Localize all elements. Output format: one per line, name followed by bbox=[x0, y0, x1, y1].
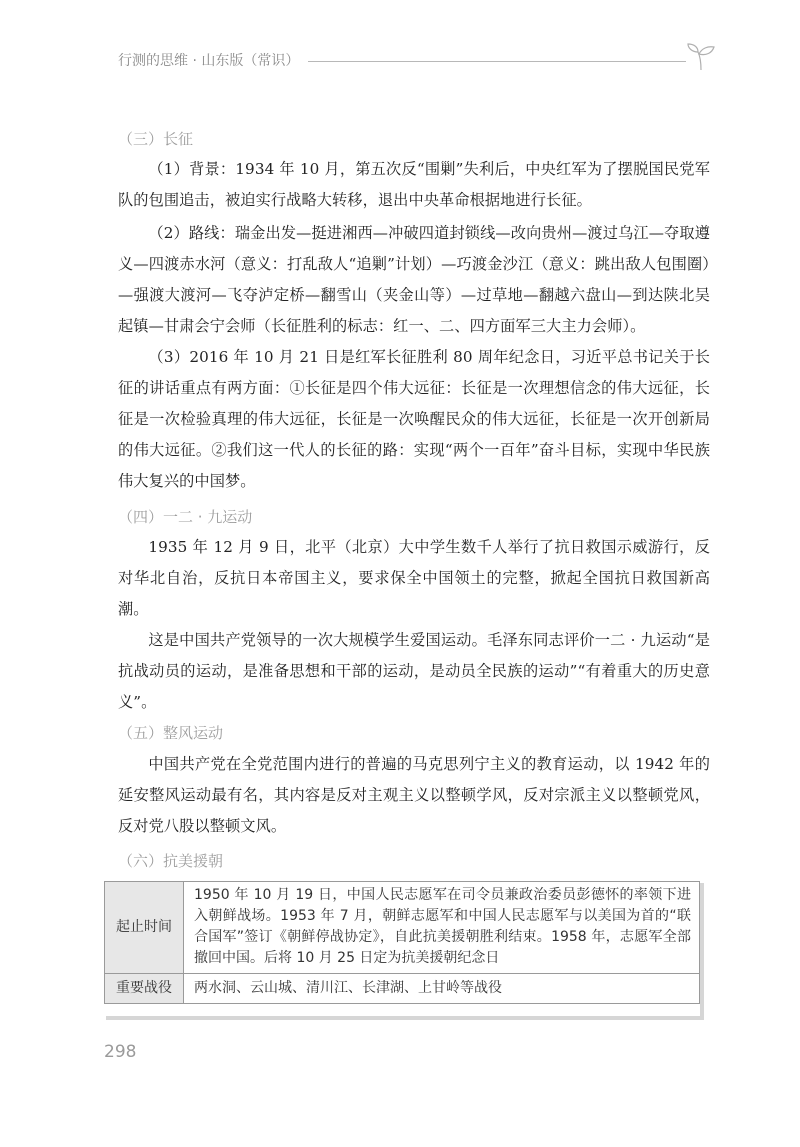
table-shadow-right bbox=[700, 883, 704, 1019]
section-title-december-ninth: （四）一二 · 九运动 bbox=[118, 508, 253, 526]
section-title-long-march: （三）长征 bbox=[118, 130, 194, 148]
page-header bbox=[118, 50, 718, 72]
paragraph-long-march-background: （1）背景：1934 年 10 月，第五次反“围剿”失利后，中央红军为了摆脱国民党军队的包围追击，被迫实行战略大转移，退出中央革命根据地进行长征。 bbox=[118, 160, 710, 209]
section-title-korea: （六）抗美援朝 bbox=[118, 852, 224, 870]
paragraph-december-ninth-evaluation: 这是中国共产党领导的一次大规模学生爱国运动。毛泽东同志评价一二 · 九运动“是抗战动员的运动，是准备思想和干部的运动，是动员全民族的运动”“有着重大的历史意义”。 bbox=[118, 631, 710, 711]
korean-war-table bbox=[104, 881, 700, 1004]
paragraph-long-march-route: （2）路线：瑞金出发—挺进湘西—冲破四道封锁线—改向贵州—渡过乌江—夺取遵义—四渡赤水河（意义：打乱敌人“追剿”计划）—巧渡金沙江（意义：跳出敌人包围圈）—强渡大渡河—飞夺泸定桥—翻雪山（夹金山等）—过草地—翻越六盘山—到达陕北吴起镇—甘肃会宁会师（长征胜利的标志：红一、二、四方面军三大主力会师）。 bbox=[118, 224, 710, 335]
table-cell-battles: 两水洞、云山城、清川江、长津湖、上甘岭等战役 bbox=[184, 974, 700, 1004]
table-cell-duration: 1950 年 10 月 19 日，中国人民志愿军在司令员兼政治委员彭德怀的率领下进入朝鲜战场。1953 年 7 月，朝鲜志愿军和中国人民志愿军与以美国为首的“联合国军”签订《朝鲜停战协定》，自此抗美援朝胜利结束。1958 年，志愿军全部撤回中国。后将 10 月 25 日定为抗美援朝纪念日 bbox=[184, 882, 700, 974]
table-label-battles: 重要战役 bbox=[105, 974, 184, 1004]
sprout-icon bbox=[684, 42, 720, 72]
header-rule bbox=[308, 61, 686, 62]
paragraph-rectification: 中国共产党在全党范围内进行的普遍的马克思列宁主义的教育运动，以 1942 年的延安整风运动最有名，其内容是反对主观主义以整顿学风，反对宗派主义以整顿党风，反对党八股以整顿文风。 bbox=[118, 755, 710, 835]
table-row bbox=[105, 974, 700, 1004]
paragraph-long-march-speech: （3）2016 年 10 月 21 日是红军长征胜利 80 周年纪念日，习近平总书记关于长征的讲话重点有两方面：①长征是四个伟大远征：长征是一次理想信念的伟大远征，长征是一次检验真理的伟大远征，长征是一次唤醒民众的伟大远征，长征是一次开创新局的伟大远征。②我们这一代人的长征的路：实现“两个一百年”奋斗目标，实现中华民族伟大复兴的中国梦。 bbox=[118, 348, 710, 490]
page-number: 298 bbox=[104, 1042, 137, 1062]
table-shadow-bottom bbox=[106, 1016, 704, 1020]
table-label-duration: 起止时间 bbox=[105, 882, 184, 974]
section-title-rectification: （五）整风运动 bbox=[118, 724, 224, 742]
book-title: 行测的思维 · 山东版（常识） bbox=[118, 53, 300, 69]
paragraph-december-ninth-event: 1935 年 12 月 9 日，北平（北京）大中学生数千人举行了抗日救国示威游行，反对华北自治，反抗日本帝国主义，要求保全中国领土的完整，掀起全国抗日救国新高潮。 bbox=[118, 538, 710, 618]
table-row bbox=[105, 882, 700, 974]
